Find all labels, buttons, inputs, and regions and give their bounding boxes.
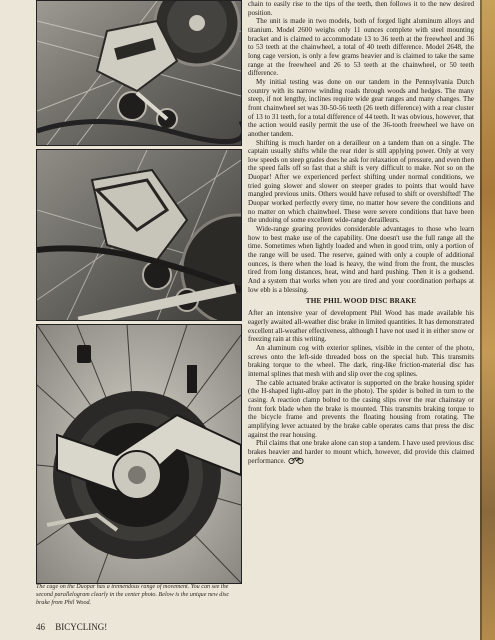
- article-column: [248, 0, 474, 632]
- article-paragraph: chain to easily rise to the tips of the teeth, then follows it to the new desired position.: [248, 0, 474, 17]
- article-paragraph: Wide-range gearing provides considerable advantages to those who learn how to best make use of the capability. One doesn't use the full range all the time. Sometimes when lightly loaded and when in good trim, only a portion of the range will be used. The reserve, gained with only a couple of additional ounces, is there when the load is heavy, the wind from the front, the muscles tired from long distances, heat, wind and hard pushing. Then it is a godsend. And a system that works when you are tired and your coordination perhaps at low ebb is a blessing.: [248, 225, 474, 294]
- bicycle-end-mark-icon: [288, 456, 304, 464]
- article-paragraph: My initial testing was done on our tandem in the Pennsylvania Dutch country with its narrow winding roads through woods and hedges. The many steep, if not lengthy, inclines require wide gear ranges and many changes. The front chainwheel set was 30-50-56 teeth (26 teeth difference) with a rear cluster of 13 to 31 teeth, for a total difference of 44 teeth. It was obvious, however, that the action would easily permit the use of the 36-tooth freewheel we have on another tandem.: [248, 77, 474, 138]
- article-paragraph: Shifting is much harder on a derailleur on a tandem than on a single. The captain usually shifts while the rear rider is still applying power. Only at very low speeds on steep grades does he ask for relaxation of pressure, and even then the speed falls off so fast that a shift is very difficult to make. Not so on the Duopar! After we experienced perfect shifting under normal conditions, we tried going slower and slower on steeper grades to points that would have mangled previous units. Others would have refused to shift or overshifted! The Duopar worked perfectly every time, no matter how severe the conditions and no matter on which chainwheel. These were severe conditions that have been the undoing of some excellent wide-range derailleurs.: [248, 138, 474, 225]
- section-heading: THE PHIL WOOD DISC BRAKE: [305, 297, 417, 306]
- article-paragraph: The unit is made in two models, both of forged light aluminum alloys and titanium. Model 2600 weighs only 11 ounces complete with steel mounting bracket and is claimed to accommodate 13 to 36 teeth at the freewheel and 36 to 53 teeth at the chainwheel, a total of 40 teeth difference. Model 2648, the long cage version, is only a few grams heavier and is claimed to take the same range at the freewheel and 26 to 53 teeth at the chainwheel, or 50 teeth difference.: [248, 17, 474, 78]
- article-paragraph: After an intensive year of development Phil Wood has made available his eagerly awaited all-weather disc brake in limited quantities. It has demonstrated excellent all-weather effectiveness, although I have not used it in either snow or freezing rain at this writing.: [248, 309, 474, 344]
- page-number: 46: [36, 622, 45, 632]
- disc-brake-photo: [36, 324, 242, 584]
- magazine-name: BICYCLING!: [55, 622, 108, 632]
- article-paragraph: [248, 439, 474, 466]
- article-paragraph-text: Phil claims that one brake alone can stop a tandem. I have used previous disc brakes heavier and harder to mount which, however, did provide this claimed performance.: [248, 439, 474, 466]
- article-paragraph: An aluminum cog with exterior splines, visible in the center of the photo, screws onto the left-side threaded boss on the special hub. This transmits braking torque to the wheel. The dark, ring-like friction-material disc has internal splines that mesh with and slip over the cog splines.: [248, 343, 474, 378]
- derailleur-photo-middle: [36, 149, 242, 321]
- page-folio: [36, 622, 107, 632]
- article-paragraph: The cable actuated brake activator is supported on the brake housing spider (the H-shaped light-alloy part in the photo). The spider is bolted in turn to the casing. A reaction clamp bolted to the casing slips over the rear chainstay or front fork blade when the brake is mounted. This transmits braking torque to the bicycle frame and prevents the floating housing from rotating. The amplifying lever actuated by the brake cable operates cams that press the disc against the rear housing.: [248, 378, 474, 439]
- derailleur-photo-top: [36, 0, 242, 146]
- photo-caption: The cage on the Duopar has a tremendous range of movement. You can see the second parallelogram clearly in the center photo. Below is the unique new disc brake from Phil Wood.: [36, 584, 230, 606]
- adjacent-page-edge: [480, 0, 495, 640]
